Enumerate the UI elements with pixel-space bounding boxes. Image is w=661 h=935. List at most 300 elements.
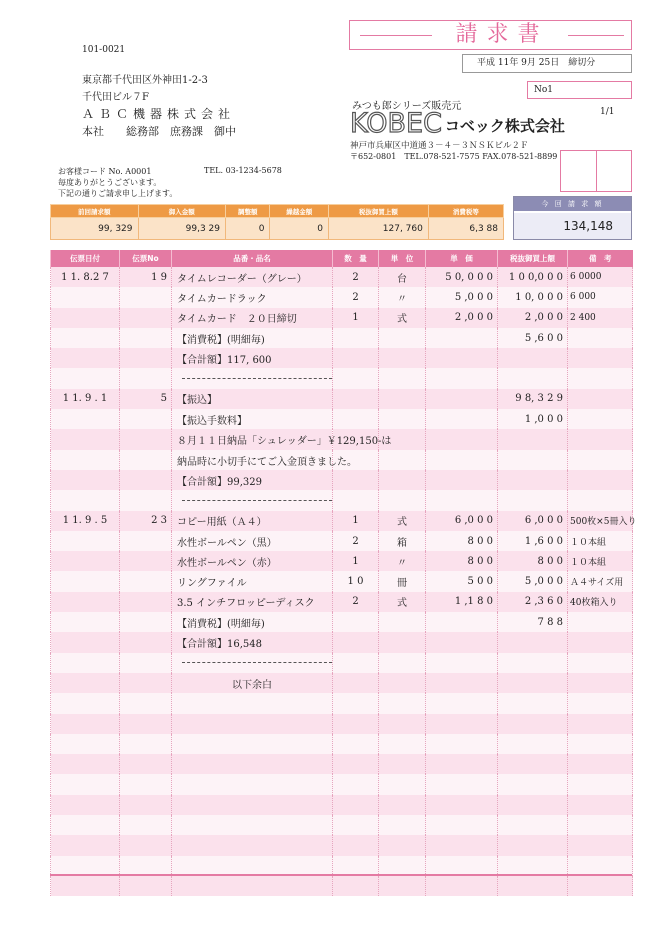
cell-slip-date	[51, 856, 120, 876]
summary-header: 税抜御買上額	[328, 205, 428, 218]
cell-unit	[379, 774, 426, 794]
cell-slip-no	[120, 348, 172, 368]
summary-header: 御入金額	[138, 205, 226, 218]
cell-slip-date	[51, 531, 120, 551]
cell-item-name: 【振込手数料】	[172, 409, 333, 429]
cell-quantity: 2	[333, 267, 379, 287]
cell-slip-no	[120, 571, 172, 591]
cell-item-name	[172, 450, 357, 470]
table-row	[51, 653, 633, 673]
cell-remarks	[568, 429, 633, 449]
cell-slip-date	[51, 835, 120, 855]
cell-amount: 7 8 8	[498, 612, 568, 632]
greeting-line1: 毎度ありがとうございます。	[58, 178, 162, 187]
cell-remarks: 2 400	[568, 308, 633, 328]
cell-item-name	[172, 734, 333, 754]
cell-amount: 5 ,6 0 0	[498, 328, 568, 348]
cell-slip-no	[120, 551, 172, 571]
cell-slip-no	[120, 612, 172, 632]
summary-header: 消費税等	[428, 205, 503, 218]
current-billing-amount: 134,148	[514, 213, 631, 239]
cell-quantity: 1 0	[333, 571, 379, 591]
cell-slip-no	[120, 754, 172, 774]
cell-remarks	[568, 409, 633, 429]
cell-remarks	[568, 754, 633, 774]
cell-slip-date	[51, 308, 120, 328]
customer-code: お客様コード No. A0001	[58, 167, 152, 176]
detail-bottom-rule	[50, 874, 632, 876]
cell-remarks	[568, 653, 633, 673]
cell-slip-no	[120, 856, 172, 876]
cell-amount	[498, 450, 568, 470]
cell-quantity: 2	[333, 592, 379, 612]
memo-text: 納品時に小切手にてご入金頂きました。	[177, 456, 357, 468]
cell-unit-price	[426, 429, 498, 449]
memo-text: ８月１１日納品「シュレッダー」￥129,150-は	[177, 436, 392, 448]
cell-remarks: Ａ４サイズ用	[568, 571, 633, 591]
table-row	[51, 287, 633, 307]
cell-remarks	[568, 450, 633, 470]
cell-unit: 式	[379, 592, 426, 612]
cell-item-name	[172, 490, 333, 510]
cell-slip-no	[120, 490, 172, 510]
cell-slip-date	[51, 429, 120, 449]
cell-quantity	[333, 653, 379, 673]
cell-slip-no	[120, 470, 172, 490]
detail-table	[50, 250, 637, 896]
table-row	[51, 348, 633, 368]
issuer-contact: 〒652-0801 TEL.078-521-7575 FAX.078-521-8899	[350, 152, 558, 161]
cell-slip-date	[51, 409, 120, 429]
table-row	[51, 754, 633, 774]
customer-tel: TEL. 03-1234-5678	[204, 166, 282, 175]
cell-slip-date	[51, 754, 120, 774]
cell-slip-date	[51, 592, 120, 612]
cell-unit-price	[426, 368, 498, 388]
cell-amount	[498, 714, 568, 734]
detail-header: 品番・品名	[172, 250, 333, 267]
cell-amount	[498, 470, 568, 490]
cell-item-name	[172, 429, 392, 449]
cell-unit-price	[426, 774, 498, 794]
cell-slip-no	[120, 815, 172, 835]
cell-slip-no	[120, 653, 172, 673]
cell-unit: 式	[379, 308, 426, 328]
cell-remarks	[568, 734, 633, 754]
cell-quantity	[333, 835, 379, 855]
cell-amount	[498, 815, 568, 835]
cell-remarks: 6 000	[568, 287, 633, 307]
cell-amount	[498, 835, 568, 855]
cell-slip-no	[120, 328, 172, 348]
cell-remarks	[568, 328, 633, 348]
cell-amount	[498, 876, 568, 896]
cell-remarks	[568, 612, 633, 632]
cell-amount	[498, 734, 568, 754]
table-row	[51, 795, 633, 815]
issuer-address: 神戸市兵庫区中道通３－４－３ＮＳＫビル２Ｆ	[350, 141, 529, 151]
table-row	[51, 368, 633, 388]
cell-amount: 2 ,3 6 0	[498, 592, 568, 612]
cell-remarks	[568, 876, 633, 896]
summary-value: 99, 329	[51, 218, 139, 240]
cell-slip-date	[51, 551, 120, 571]
cell-remarks	[568, 774, 633, 794]
issuer-caption: みつも郎シリーズ販売元	[352, 101, 462, 112]
cell-unit	[379, 714, 426, 734]
cell-slip-date: 1 1. 9 . 5	[51, 511, 120, 531]
cell-slip-date	[51, 795, 120, 815]
page-count: 1/1	[600, 107, 615, 117]
cell-remarks	[568, 470, 633, 490]
cell-item-name	[172, 653, 333, 673]
table-row	[51, 328, 633, 348]
cell-slip-no	[120, 693, 172, 713]
cell-unit-price	[426, 734, 498, 754]
cell-remarks	[568, 368, 633, 388]
cell-item-name: リングファイル	[172, 571, 333, 591]
invoice-number: No1	[527, 81, 632, 99]
cell-unit	[379, 754, 426, 774]
cell-slip-date	[51, 673, 120, 693]
cell-slip-date: 1 1. 8.2 7	[51, 267, 120, 287]
cell-quantity	[333, 693, 379, 713]
cell-item-name: 水性ボールペン（赤）	[172, 551, 333, 571]
cell-remarks	[568, 815, 633, 835]
cell-quantity: 2	[333, 287, 379, 307]
cell-item-name: タイムレコーダー（グレー）	[172, 267, 333, 287]
cell-amount	[498, 632, 568, 652]
cell-slip-date	[51, 774, 120, 794]
cell-amount	[498, 795, 568, 815]
cell-quantity	[333, 490, 379, 510]
summary-header: 調整額	[226, 205, 270, 218]
cell-unit-price: 5 0 0	[426, 571, 498, 591]
summary-value: 99,3 29	[138, 218, 226, 240]
cell-unit-price: 5 0, 0 0 0	[426, 267, 498, 287]
cell-unit	[379, 856, 426, 876]
cell-slip-date	[51, 490, 120, 510]
cell-remarks: １０本組	[568, 551, 633, 571]
cell-slip-date	[51, 348, 120, 368]
cell-unit-price: 8 0 0	[426, 531, 498, 551]
cell-unit-price	[426, 389, 498, 409]
table-row	[51, 470, 633, 490]
cell-item-name: 3.5 インチフロッピーディスク	[172, 592, 333, 612]
cell-item-name	[172, 754, 333, 774]
cell-amount	[498, 693, 568, 713]
cell-slip-date	[51, 693, 120, 713]
summary-value: 0	[270, 218, 329, 240]
cell-quantity	[333, 815, 379, 835]
cell-remarks	[568, 856, 633, 876]
cell-unit-price	[426, 612, 498, 632]
cell-unit	[379, 490, 426, 510]
cell-amount	[498, 653, 568, 673]
cell-slip-date	[51, 876, 120, 896]
closing-date: 平成 11年 9月 25日 締切分	[462, 54, 632, 73]
detail-header: 備 考	[568, 250, 633, 267]
cell-unit-price: 2 ,0 0 0	[426, 308, 498, 328]
cell-remarks	[568, 632, 633, 652]
cell-unit: 冊	[379, 571, 426, 591]
cell-unit: 〃	[379, 287, 426, 307]
subtotal-divider	[182, 662, 332, 663]
cell-item-name	[172, 774, 333, 794]
cell-slip-no	[120, 592, 172, 612]
cell-unit	[379, 328, 426, 348]
cell-quantity	[333, 774, 379, 794]
cell-unit-price: 1 ,1 8 0	[426, 592, 498, 612]
table-row	[51, 409, 633, 429]
cell-unit	[379, 653, 426, 673]
cell-item-name	[172, 693, 333, 713]
cell-unit-price	[426, 632, 498, 652]
cell-slip-date	[51, 470, 120, 490]
cell-amount: 1 ,6 0 0	[498, 531, 568, 551]
cell-remarks	[568, 835, 633, 855]
cell-remarks: 500枚×5冊入り	[568, 511, 633, 531]
cell-quantity	[333, 348, 379, 368]
cell-amount: 5 ,0 0 0	[498, 571, 568, 591]
cell-slip-no	[120, 714, 172, 734]
cell-unit: 〃	[379, 551, 426, 571]
table-row	[51, 774, 633, 794]
document-title: 請求書	[455, 22, 549, 47]
cell-item-name: 【消費税】(明細毎)	[172, 612, 333, 632]
cell-remarks	[568, 693, 633, 713]
table-row	[51, 490, 633, 510]
cell-slip-date	[51, 653, 120, 673]
table-row	[51, 511, 633, 531]
cell-unit	[379, 795, 426, 815]
cell-amount: 8 0 0	[498, 551, 568, 571]
cell-item-name: 水性ボールペン（黒）	[172, 531, 333, 551]
cell-slip-no	[120, 450, 172, 470]
cell-slip-date: 1 1. 9 . 1	[51, 389, 120, 409]
cell-quantity: 1	[333, 308, 379, 328]
cell-unit	[379, 632, 426, 652]
cell-unit	[379, 389, 426, 409]
cell-quantity	[333, 328, 379, 348]
cell-amount	[498, 348, 568, 368]
cell-quantity: 2	[333, 531, 379, 551]
table-row	[51, 429, 633, 449]
cell-slip-no	[120, 876, 172, 896]
cell-unit	[379, 470, 426, 490]
subtotal-divider	[182, 378, 332, 379]
cell-slip-date	[51, 612, 120, 632]
cell-unit-price	[426, 815, 498, 835]
cell-slip-no	[120, 409, 172, 429]
cell-remarks	[568, 673, 633, 693]
table-row	[51, 389, 633, 409]
cell-unit-price: 6 ,0 0 0	[426, 511, 498, 531]
cell-unit	[379, 815, 426, 835]
cell-item-name: タイムカードラック	[172, 287, 333, 307]
cell-slip-no	[120, 795, 172, 815]
cell-quantity	[333, 409, 379, 429]
cell-unit	[379, 693, 426, 713]
cell-quantity	[333, 856, 379, 876]
cell-remarks	[568, 389, 633, 409]
cell-slip-no	[120, 429, 172, 449]
cell-unit	[379, 450, 426, 470]
cell-remarks: 6 0000	[568, 267, 633, 287]
cell-unit-price: 5 ,0 0 0	[426, 287, 498, 307]
cell-slip-date	[51, 328, 120, 348]
cell-amount	[498, 490, 568, 510]
cell-unit	[379, 348, 426, 368]
cell-unit-price	[426, 673, 498, 693]
table-row	[51, 714, 633, 734]
cell-unit	[379, 673, 426, 693]
cell-slip-no	[120, 673, 172, 693]
cell-slip-no	[120, 287, 172, 307]
table-row	[51, 734, 633, 754]
detail-header: 税抜御買上額	[498, 250, 568, 267]
cell-unit-price	[426, 835, 498, 855]
cell-amount: 9 8, 3 2 9	[498, 389, 568, 409]
cell-quantity	[333, 368, 379, 388]
cell-quantity	[333, 632, 379, 652]
table-row	[51, 267, 633, 287]
recipient-company: ＡＢＣ機器株式会社	[82, 107, 236, 121]
cell-unit	[379, 876, 426, 896]
cell-unit-price	[426, 876, 498, 896]
detail-header: 数 量	[333, 250, 379, 267]
cell-amount	[498, 754, 568, 774]
detail-header: 伝票No	[120, 250, 172, 267]
cell-item-name	[172, 795, 333, 815]
cell-amount: 1 0, 0 0 0	[498, 287, 568, 307]
detail-header: 単 位	[379, 250, 426, 267]
cell-quantity	[333, 714, 379, 734]
cell-slip-no: 5	[120, 389, 172, 409]
cell-slip-date	[51, 368, 120, 388]
cell-unit	[379, 734, 426, 754]
cell-item-name: 【振込】	[172, 389, 333, 409]
cell-quantity: 1	[333, 511, 379, 531]
cell-amount	[498, 774, 568, 794]
cell-slip-no	[120, 531, 172, 551]
cell-unit-price	[426, 348, 498, 368]
cell-unit: 式	[379, 511, 426, 531]
cell-unit-price	[426, 450, 498, 470]
cell-slip-date	[51, 714, 120, 734]
cell-remarks	[568, 490, 633, 510]
cell-remarks	[568, 348, 633, 368]
cell-unit: 台	[379, 267, 426, 287]
cell-amount: 1 0 0,0 0 0	[498, 267, 568, 287]
cell-slip-no	[120, 308, 172, 328]
cell-item-name	[172, 714, 333, 734]
table-row	[51, 856, 633, 876]
cell-unit-price	[426, 328, 498, 348]
table-row	[51, 551, 633, 571]
cell-unit-price: 8 0 0	[426, 551, 498, 571]
table-row	[51, 693, 633, 713]
detail-header: 単 価	[426, 250, 498, 267]
summary-value: 127, 760	[328, 218, 428, 240]
table-row	[51, 876, 633, 896]
cell-quantity	[333, 612, 379, 632]
cell-slip-no	[120, 734, 172, 754]
table-row	[51, 450, 633, 470]
cell-slip-no	[120, 835, 172, 855]
table-row	[51, 612, 633, 632]
table-row	[51, 592, 633, 612]
cell-quantity	[333, 734, 379, 754]
cell-remarks: 40枚箱入り	[568, 592, 633, 612]
cell-amount: 6 ,0 0 0	[498, 511, 568, 531]
cell-amount	[498, 368, 568, 388]
cell-unit	[379, 612, 426, 632]
cell-slip-no: 1 9	[120, 267, 172, 287]
table-row	[51, 632, 633, 652]
cell-item-name	[172, 815, 333, 835]
cell-item-name: 【合計額】16,548	[172, 632, 333, 652]
issuer-logo	[350, 108, 565, 138]
summary-value: 0	[226, 218, 270, 240]
cell-slip-date	[51, 632, 120, 652]
cell-slip-no	[120, 632, 172, 652]
table-row	[51, 673, 633, 693]
current-billing-label: 今 回 請 求 額	[514, 197, 631, 211]
cell-quantity: 1	[333, 551, 379, 571]
cell-slip-no	[120, 774, 172, 794]
recipient-department: 本社 総務部 庶務課 御中	[82, 125, 236, 138]
summary-header: 前回請求額	[51, 205, 139, 218]
cell-slip-no	[120, 368, 172, 388]
cell-slip-date	[51, 815, 120, 835]
cell-quantity	[333, 389, 379, 409]
cell-unit	[379, 368, 426, 388]
table-row	[51, 815, 633, 835]
cell-item-name	[172, 835, 333, 855]
greeting-line2: 下記の通りご請求申し上げます。	[58, 189, 178, 198]
cell-remarks	[568, 714, 633, 734]
recipient-address-line2: 千代田ビル７F	[82, 92, 149, 103]
cell-quantity	[333, 795, 379, 815]
summary-header: 繰越金額	[270, 205, 329, 218]
logo-wordmark: KOBEC	[350, 108, 442, 139]
stamp-divider	[596, 150, 597, 192]
cell-amount	[498, 673, 568, 693]
cell-amount: 2 ,0 0 0	[498, 308, 568, 328]
cell-quantity	[333, 754, 379, 774]
cell-unit-price	[426, 693, 498, 713]
cell-item-name	[172, 876, 333, 896]
cell-slip-date	[51, 571, 120, 591]
cell-item-name: タイムカード ２０日締切	[172, 308, 333, 328]
title-rule-right	[568, 35, 624, 36]
cell-item-name	[172, 856, 333, 876]
cell-unit	[379, 409, 426, 429]
cell-item-name: コピー用紙（Ａ４）	[172, 511, 333, 531]
cell-item-name: 【消費税】(明細毎)	[172, 328, 333, 348]
cell-unit: 箱	[379, 531, 426, 551]
subtotal-divider	[182, 500, 332, 501]
summary-value: 6,3 88	[428, 218, 503, 240]
cell-unit-price	[426, 754, 498, 774]
cell-remarks: １０本組	[568, 531, 633, 551]
cell-slip-no: 2 3	[120, 511, 172, 531]
detail-header: 伝票日付	[51, 250, 120, 267]
title-rule-left	[360, 35, 432, 36]
recipient-zip: 101-0021	[82, 45, 126, 55]
cell-unit-price	[426, 856, 498, 876]
